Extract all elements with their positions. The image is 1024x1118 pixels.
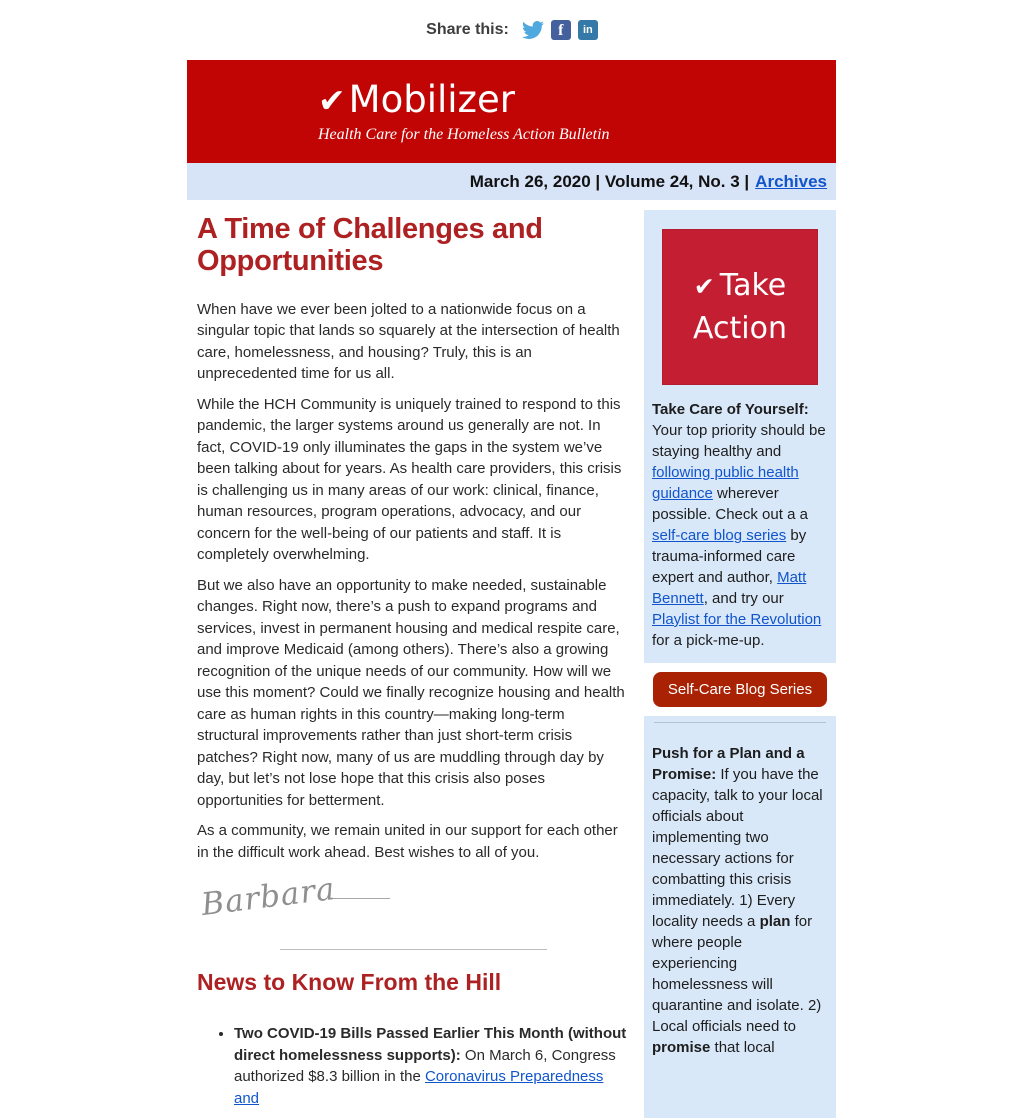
take-care-lead: Take Care of Yourself: [652,401,809,418]
twitter-icon[interactable] [522,19,544,41]
archives-link[interactable]: Archives [755,171,827,191]
take-care-text: Your top priority should be staying healthy and [652,422,826,460]
sidebar [644,200,836,1118]
take-action-box [644,210,836,663]
article-paragraph: While the HCH Community is uniquely trained to respond to this pandemic, the larger systems around us generally are not. In fact, COVID-19 only illuminates the gaps in the system we’ve been talking about for years. As health care providers, this crisis is challenging us in many areas of our work: clinical, finance, human resources, program operations, advocacy, and our concern for the well-being of our patients and staff. It is completely overwhelming. [197,395,622,564]
take-action-word1: Take [719,267,787,303]
linkedin-glyph: in [582,23,593,36]
take-care-text: for a pick-me-up. [652,632,765,649]
article-paragraph: When have we ever been jolted to a nationwide focus on a singular topic that lands so squarely at the intersection of health care, homelessness, and housing? Truly, this is an unprecedented time for us all. [197,300,620,383]
signature-row [199,871,630,931]
article-title: A Time of Challenges and Opportunities [197,213,543,278]
playlist-revolution-link[interactable]: Playlist for the Revolution [652,611,822,628]
take-action-word2: Action [693,311,787,346]
logo-text: Mobilizer [348,78,515,121]
sidebar-divider [654,722,826,723]
push-plan-bold: promise [652,1039,711,1056]
push-plan-text: for where people experiencing homelessness will quarantine and isolate. 2) Local officials need to [652,913,822,1035]
newsletter-body [187,60,836,1118]
issue-date: March 26, 2020 | Volume 24, No. 3 | [469,171,750,191]
button-row [644,663,836,716]
twitter-bird-glyph [522,19,544,41]
facebook-glyph: f [558,22,564,39]
linkedin-icon[interactable] [578,20,598,40]
public-health-guidance-link[interactable]: following public health guidance [652,464,799,502]
main-article [187,200,636,1109]
matt-bennett-link[interactable]: Matt Bennett [652,569,807,607]
self-care-blog-series-link[interactable]: self-care blog series [652,527,787,544]
push-plan-text: that local [710,1039,775,1056]
news-list [197,1023,630,1109]
self-care-blog-button[interactable]: Self-Care Blog Series [653,672,827,707]
take-action-badge[interactable] [662,229,818,385]
masthead [187,60,836,163]
push-plan-box [644,716,836,1118]
section-divider [280,949,547,950]
content-columns [187,200,836,1118]
tagline: Health Care for the Homeless Action Bulletin [318,125,610,143]
checkmark-icon: ✔ [693,271,715,301]
take-care-text: , and try our [703,590,784,607]
push-plan-paragraph [652,743,828,1058]
logo [318,80,836,121]
article-paragraph: But we also have an opportunity to make needed, sustainable changes. Right now, there’s a push to expand programs and services, invest in permanent housing and medical respite care, and improve Medicaid (among others). There’s also a growing recognition of the unique needs of our community. How will we use this moment? Could we finally recognize housing and health care as human rights in this country—making long-term structural improvements rather than just short-term crisis patches? Right now, many of us are muddling through day by day, but let’s not lose hope that this crisis also poses opportunities for betterment. [197,576,625,809]
signature-flourish [332,898,390,899]
date-bar [187,163,836,200]
checkmark-icon: ✔ [318,81,346,120]
coronavirus-preparedness-link[interactable]: Coronavirus Preparedness and [234,1068,604,1107]
facebook-icon[interactable] [551,20,571,40]
share-label: Share this: [426,21,509,38]
push-plan-lead: Push for a Plan and a Promise: [652,745,805,783]
news-section-title: News to Know From the Hill [197,969,502,996]
take-care-paragraph [652,399,828,651]
share-bar [0,0,1024,60]
signature: Barbara [199,871,338,924]
news-item [234,1023,630,1109]
article-paragraph: As a community, we remain united in our support for each other in the difficult work ahead. Best wishes to all of you. [197,822,618,861]
news-item-lead: Two COVID-19 Bills Passed Earlier This Month (without direct homelessness supports): [234,1025,627,1064]
take-care-text: wherever possible. Check out a a [652,485,808,523]
push-plan-text: If you have the capacity, talk to your local officials about implementing two necessary actions for combatting this crisis immediately. 1) Every locality needs a [652,766,823,930]
push-plan-bold: plan [759,913,791,930]
take-care-text: by trauma-informed care expert and author, [652,527,807,586]
news-item-text: On March 6, Congress authorized $8.3 billion in the [234,1046,616,1086]
